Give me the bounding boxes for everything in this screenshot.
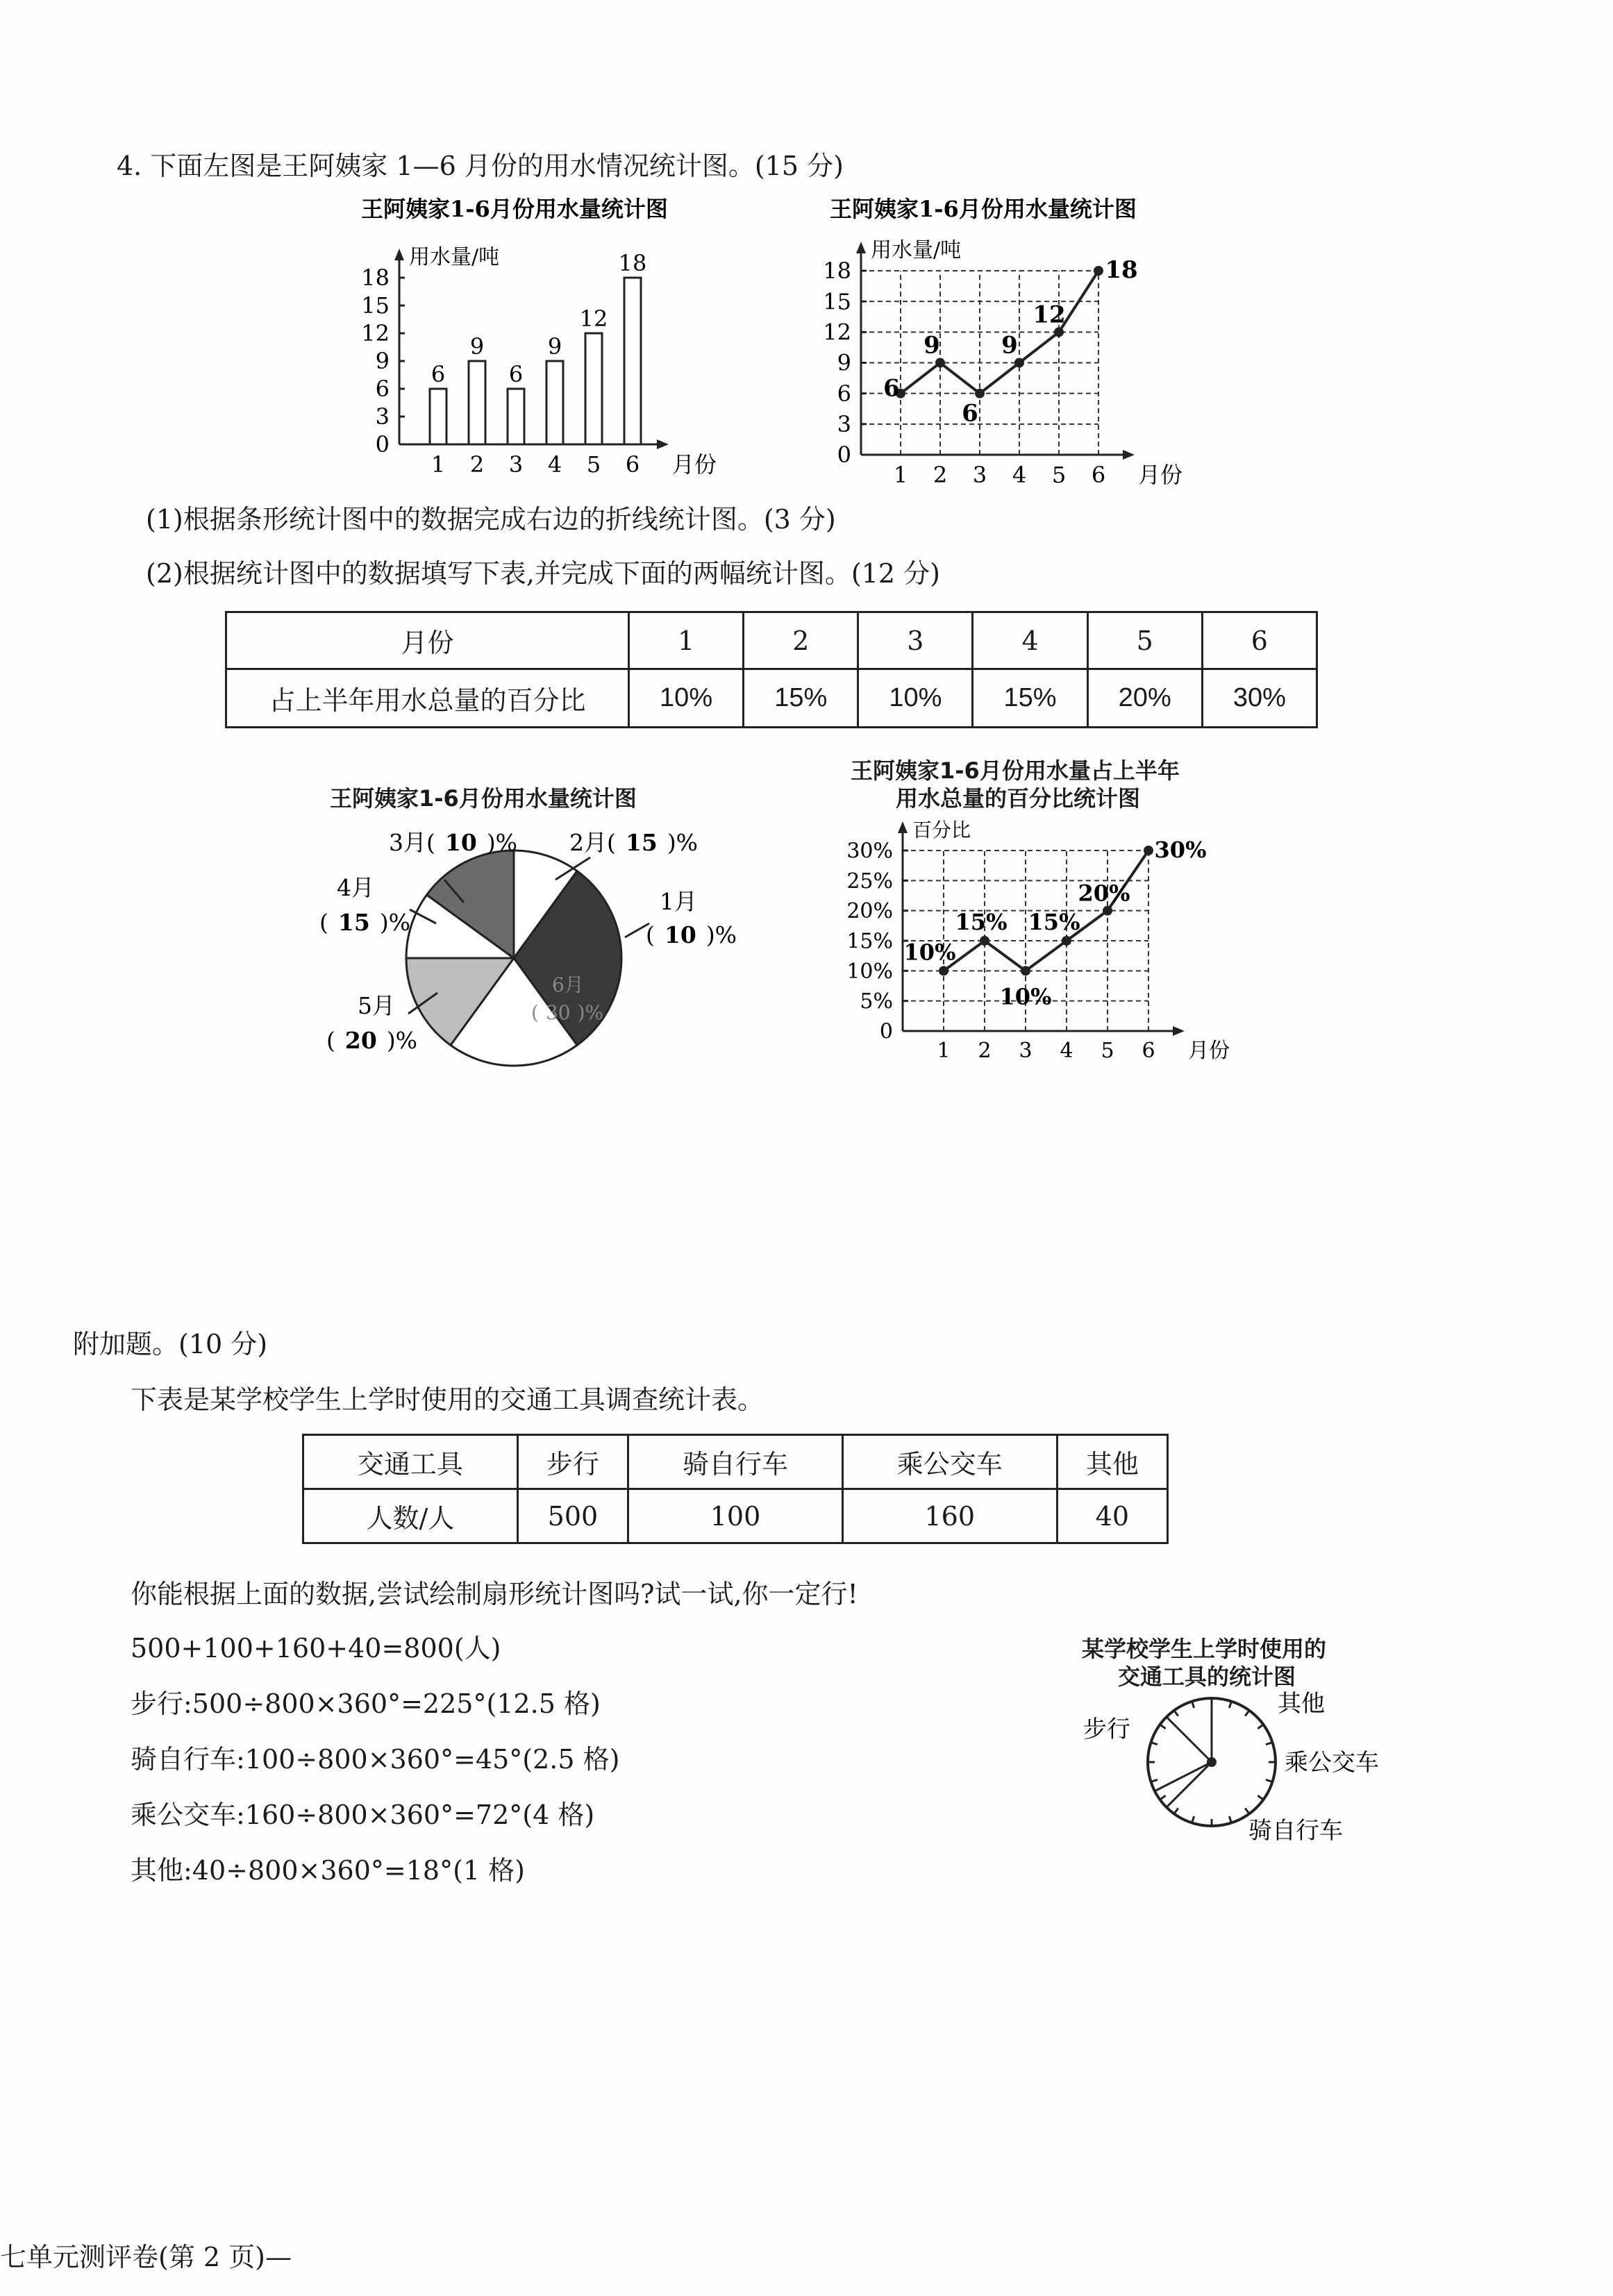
data-point <box>1103 906 1112 916</box>
y-axis-arrow <box>898 821 908 833</box>
pie-label-4-value: 15 <box>337 909 370 936</box>
x-tick-label: 3 <box>1019 1039 1033 1063</box>
y-tick-label: 6 <box>837 380 851 407</box>
bonus-question: 你能根据上面的数据,尝试绘制扇形统计图吗?试一试,你一定行! <box>131 1579 858 1609</box>
x-tick-label: 6 <box>625 451 640 478</box>
bar <box>430 389 446 444</box>
x-tick-label: 6 <box>1142 1039 1155 1063</box>
svg-text:2月(15)% <box>569 829 698 856</box>
pie-label-3-prefix: 3月( <box>389 829 435 856</box>
pie-label-1-month: 1月 <box>660 888 697 915</box>
bonus-heading: 附加题。(10 分) <box>73 1329 268 1359</box>
x-tick-label: 1 <box>893 462 908 486</box>
sub-question-2: (2)根据统计图中的数据填写下表,并完成下面的两幅统计图。(12 分) <box>146 558 940 589</box>
bar-value-label: 18 <box>618 250 647 276</box>
data-point <box>980 936 989 946</box>
y-tick-label: 3 <box>837 411 851 438</box>
x-tick-label: 4 <box>1012 462 1027 486</box>
bonus-intro: 下表是某学校学生上学时使用的交通工具调查统计表。 <box>131 1384 764 1415</box>
table-cell: 500 <box>517 1489 628 1543</box>
pie-chart-title: 王阿姨家1-6月份用水量统计图 <box>330 785 637 812</box>
bar-chart-title: 王阿姨家1-6月份用水量统计图 <box>361 196 668 222</box>
data-label: 15% <box>955 909 1008 935</box>
y-tick-label: 9 <box>837 349 851 376</box>
bar-value-label: 12 <box>579 305 608 332</box>
y-tick-label: 15 <box>361 292 390 319</box>
x-axis-label: 月份 <box>672 451 717 478</box>
table-cell: 160 <box>842 1489 1057 1543</box>
x-tick-label: 3 <box>508 451 524 478</box>
pie-slices <box>406 850 621 1066</box>
answer-line: 步行:500÷800×360°=225°(12.5 格) <box>131 1689 601 1719</box>
pie-label-1-value: 10 <box>664 921 696 948</box>
table-header-cell: 3 <box>858 612 973 669</box>
bar-value-label: 9 <box>547 333 562 360</box>
table-cell: 10% <box>629 669 744 728</box>
x-tick-label: 5 <box>586 451 601 478</box>
data-label: 20% <box>1078 880 1130 907</box>
data-point <box>1094 266 1103 276</box>
data-point <box>1021 966 1030 975</box>
table-cell: 20% <box>1087 669 1202 728</box>
data-point <box>1062 936 1071 946</box>
percent-chart-title-2: 用水总量的百分比统计图 <box>896 785 1141 812</box>
table-cell: 40 <box>1057 1489 1167 1543</box>
pie-label-bus: 乘公交车 <box>1285 1749 1379 1777</box>
data-label: 10% <box>999 983 1052 1010</box>
data-label: 18 <box>1105 256 1138 284</box>
data-point <box>1054 327 1064 337</box>
y-axis-label: 百分比 <box>912 819 971 841</box>
pie-radius <box>1167 1717 1212 1762</box>
table-cell: 100 <box>628 1489 843 1543</box>
x-tick-label: 2 <box>978 1039 992 1063</box>
pie-label-4-suffix: )% <box>379 909 411 936</box>
x-tick-label: 4 <box>1060 1039 1073 1063</box>
transport-pie-chart <box>1069 1687 1416 1854</box>
data-point <box>935 358 945 368</box>
pie-label-3-value: 10 <box>444 829 477 856</box>
y-tick-label: 25% <box>846 869 893 894</box>
table-header-cell: 6 <box>1202 612 1317 669</box>
bar-value-label: 6 <box>508 361 524 387</box>
y-tick-label: 0 <box>837 442 851 469</box>
x-tick-label: 1 <box>937 1039 951 1063</box>
table-header-cell: 步行 <box>517 1435 628 1489</box>
y-tick-label: 18 <box>361 265 390 292</box>
table-header-cell: 5 <box>1087 612 1202 669</box>
y-axis-arrow <box>394 249 404 260</box>
x-tick-label: 5 <box>1051 462 1067 486</box>
data-label: 12 <box>1033 301 1066 329</box>
bar-value-label: 6 <box>431 361 446 387</box>
pie-label-6-suffix: )% <box>577 1001 604 1024</box>
y-tick-label: 18 <box>823 258 851 285</box>
answer-line: 其他:40÷800×360°=18°(1 格) <box>131 1855 525 1886</box>
y-tick-label: 15 <box>823 288 851 315</box>
pie-label-3-suffix: )% <box>486 829 518 856</box>
table-cell: 10% <box>858 669 973 728</box>
pie-label-bike: 骑自行车 <box>1248 1817 1343 1845</box>
svg-text:(20)% <box>326 1027 417 1054</box>
water-line-chart <box>816 194 1205 486</box>
table-cell: 15% <box>973 669 1087 728</box>
pie-label-5-prefix: ( <box>326 1027 335 1054</box>
transport-chart-title-2: 交通工具的统计图 <box>1118 1664 1296 1690</box>
x-tick-label: 5 <box>1101 1039 1114 1063</box>
x-tick-label: 1 <box>431 451 446 478</box>
table-header-cell: 月份 <box>226 612 629 669</box>
pie-label-5-suffix: )% <box>386 1027 418 1054</box>
table-header-cell: 1 <box>629 612 744 669</box>
page-footer: 七单元测评卷(第 2 页)— <box>0 2242 292 2272</box>
table-header-cell: 2 <box>744 612 858 669</box>
y-tick-label: 12 <box>823 319 851 346</box>
pie-label-5-value: 20 <box>344 1027 377 1054</box>
pie-label-2-suffix: )% <box>667 829 699 856</box>
pie-radii <box>1155 1698 1217 1807</box>
pie-label-walk: 步行 <box>1083 1716 1130 1743</box>
water-pie-chart <box>306 819 792 1111</box>
y-tick-label: 12 <box>361 320 390 347</box>
table-row-label: 占上半年用水总量的百分比 <box>226 669 629 728</box>
bar <box>546 361 563 444</box>
x-axis-label: 月份 <box>1138 462 1183 486</box>
sub-question-1: (1)根据条形统计图中的数据完成右边的折线统计图。(3 分) <box>146 504 836 535</box>
pie-label-1-suffix: )% <box>705 921 737 948</box>
percent-table <box>225 611 1318 728</box>
pie-label-2-prefix: 2月( <box>569 829 616 856</box>
y-tick-label: 30% <box>846 839 893 864</box>
x-tick-label: 2 <box>933 462 948 486</box>
pie-label-6-month: 6月 <box>552 973 584 996</box>
pie-label-4-prefix: ( <box>319 909 328 936</box>
data-label: 9 <box>923 331 940 360</box>
y-tick-label: 3 <box>375 403 390 430</box>
pie-label-6-prefix: ( <box>531 1001 539 1024</box>
answer-line: 骑自行车:100÷800×360°=45°(2.5 格) <box>131 1744 620 1775</box>
table-row-label: 人数/人 <box>303 1489 518 1543</box>
data-point <box>975 389 985 399</box>
bar <box>508 389 524 444</box>
svg-text:(15)% <box>319 909 410 936</box>
y-tick-label: 9 <box>375 348 390 375</box>
table-header-cell: 乘公交车 <box>842 1435 1057 1489</box>
x-axis-label: 月份 <box>1188 1039 1230 1063</box>
table-header-cell: 4 <box>973 612 1087 669</box>
pie-radius <box>1155 1762 1212 1791</box>
bar <box>624 278 641 444</box>
table-header-cell: 交通工具 <box>303 1435 518 1489</box>
data-point <box>939 966 948 975</box>
data-label: 9 <box>1001 331 1018 360</box>
y-tick-label: 0 <box>375 431 390 458</box>
x-axis-arrow <box>1123 450 1135 460</box>
data-label: 6 <box>883 374 900 403</box>
data-label: 10% <box>903 939 956 966</box>
x-tick-label: 4 <box>547 451 562 478</box>
line-chart-title: 王阿姨家1-6月份用水量统计图 <box>830 196 1137 222</box>
x-tick-label: 6 <box>1091 462 1106 486</box>
bar-value-label: 9 <box>469 333 485 360</box>
bar <box>585 333 602 444</box>
y-tick-label: 20% <box>846 899 893 924</box>
y-axis-label: 用水量/吨 <box>871 238 962 262</box>
y-tick-label: 15% <box>846 929 893 954</box>
svg-text:3月(10)% <box>389 829 517 856</box>
table-header-cell: 骑自行车 <box>628 1435 843 1489</box>
y-tick-label: 10% <box>846 959 893 984</box>
answer-line: 乘公交车:160÷800×360°=72°(4 格) <box>131 1800 595 1830</box>
answer-line: 500+100+160+40=800(人) <box>131 1633 501 1664</box>
bar-chart <box>333 194 722 486</box>
pie-label-1-prefix: ( <box>646 921 655 948</box>
data-label: 15% <box>1028 909 1080 935</box>
pie-label-6-value: 30 <box>545 1001 571 1024</box>
pie-center <box>1207 1757 1217 1767</box>
pie-label-4-month: 4月 <box>337 874 374 901</box>
y-axis-arrow <box>856 242 866 253</box>
pie-label-other: 其他 <box>1278 1690 1325 1718</box>
data-point <box>1144 846 1153 855</box>
y-tick-label: 6 <box>375 376 390 403</box>
pie-radius <box>1167 1762 1212 1807</box>
pie-label-5-month: 5月 <box>358 992 395 1019</box>
data-label: 30% <box>1154 837 1207 863</box>
transport-table <box>302 1434 1169 1544</box>
bar <box>469 361 485 444</box>
table-cell: 15% <box>744 669 858 728</box>
transport-chart-title-1: 某学校学生上学时使用的 <box>1082 1636 1327 1662</box>
y-tick-label: 0 <box>879 1019 893 1044</box>
x-tick-label: 3 <box>972 462 987 486</box>
percent-line-chart <box>833 809 1264 1087</box>
y-axis-label: 用水量/吨 <box>409 245 500 269</box>
x-axis-arrow <box>1173 1026 1185 1036</box>
data-point <box>1014 358 1024 368</box>
table-cell: 30% <box>1202 669 1317 728</box>
table-header-cell: 其他 <box>1057 1435 1167 1489</box>
y-tick-label: 5% <box>860 989 893 1014</box>
x-axis-arrow <box>657 439 669 449</box>
x-tick-label: 2 <box>469 451 485 478</box>
data-label: 6 <box>962 399 978 428</box>
svg-text:(10)% <box>646 921 737 948</box>
percent-chart-title-1: 王阿姨家1-6月份用水量占上半年 <box>851 757 1180 784</box>
question-4-heading: 4. 下面左图是王阿姨家 1—6 月份的用水情况统计图。(15 分) <box>117 151 844 181</box>
pie-label-2-value: 15 <box>625 829 658 856</box>
